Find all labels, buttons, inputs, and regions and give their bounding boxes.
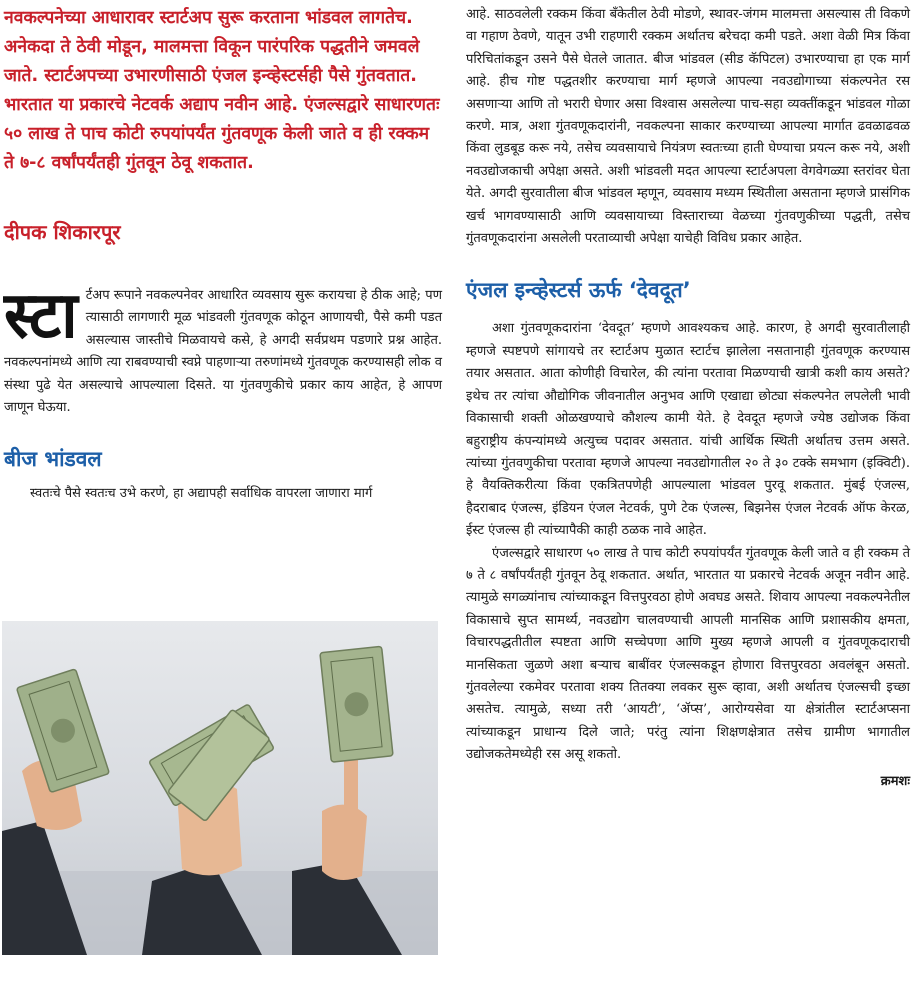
right-column — [466, 4, 910, 789]
section-heading-seed-capital: बीज भांडवल — [4, 447, 102, 472]
drop-cap: स्टा — [4, 278, 78, 353]
seed-capital-paragraph: स्वतःचे पैसे स्वतःच उभे करणे, हा अद्यापही सर्वाधिक वापरला जाणारा मार्ग — [30, 486, 373, 502]
author-byline: दीपक शिकारपूर — [4, 220, 121, 244]
section-heading-angel-investors: एंजल इन्व्हेस्टर्स ऊर्फ ‘देवदूत’ — [466, 278, 691, 303]
intro-paragraph: र्टअप रूपाने नवकल्पनेवर आधारित व्यवसाय सुरू करायचा हे ठीक आहे; पण त्यासाठी लागणारी मूळ भांडवली गुंतवणूक कोठून आणायची, पैसे कमी पडत असल्यास जास्तीचे मिळवायचे कसे, हे अगदी सर्वप्रथम पडणारे प्रश्न आहेत. नवकल्पनांमध्ये आणि त्या राबवण्याची स्वप्ने पाहणाऱ्या तरुणांमध्ये गुंतवणूक करण्यासही लोक व संस्था पुढे येत असल्याचे आपल्याला दिसते. या गुंतवणुकीचे प्रकार काय आहेत, हे आपण जाणून घेऊया. — [4, 288, 442, 416]
continued-marker: क्रमशः — [880, 773, 910, 789]
money-hands-photo — [2, 621, 438, 955]
angel-funding-paragraph: एंजल्सद्वारे साधारण ५० लाख ते पाच कोटी रुपयांपर्यंत गुंतवणूक केली जाते व ही रक्कम ते ७ ते ८ वर्षांपर्यंतही गुंतवून ठेवू शकतात. अर्थात, भारतात या प्रकारचे नेटवर्क अजून नवीन आहे. त्यामुळे सगळ्यांनाच त्यांच्याकडून वित्तपुरवठा होणे अवघड असते. शिवाय आपल्या नवकल्पनेतील विकासाचे सुप्त सामर्थ्य, नवउद्योग चालवण्याची आपली मानसिक आणि प्रशासकीय क्षमता, विचारपद्धतीतील स्पष्टता आणि सच्चेपणा आणि मुख्य म्हणजे आपली व गुंतवणूकदाराची मानसिकता जुळणे अशा बऱ्याच बाबींवर एंजल्सकडून होणारा वित्तपुरवठा अवलंबून असतो. गुंतवलेल्या रकमेवर परतावा शक्य तितक्या लवकर सुरू व्हावा, अशी अर्थातच एंजल्सची इच्छा असतेच. त्यामुळे, सध्या तरी ‘आयटी’, ‘ॲप्स’, आरोग्यसेवा या क्षेत्रांतील स्टार्टअप्सना त्यांच्याकडून प्राधान्य दिले जाते; परंतु त्यांना शिक्षणक्षेत्रात तसेच ग्रामीण भागातील उद्योजकतेमध्येही रस असू शकतो. — [466, 545, 910, 763]
intro-block — [4, 278, 442, 419]
left-column — [4, 4, 442, 506]
money-hands-illustration — [2, 621, 438, 955]
angel-investors-paragraph: अशा गुंतवणूकदारांना ‘देवदूत’ म्हणणे आवश्यकच आहे. कारण, हे अगदी सुरवातीलाही म्हणजे स्पष्टपणे सांगायचे तर स्टार्टअप मुळात स्टार्टच झालेला नसतानाही गुंतवणूक करण्यास तयार असतात. आता कोणीही विचारेल, की त्यांना परतावा मिळण्याची खात्री कशी काय असते? इथेच तर त्यांचा औद्योगिक जीवनातील अनुभव आणि एखाद्या छोट्या संकल्पनेत लपलेली भावी विकासाची शक्ती ओळखण्याचे कौशल्य कामी येते. हे देवदूत म्हणजे ज्येष्ठ उद्योजक किंवा बहुराष्ट्रीय कंपन्यांमध्ये अत्युच्च पदावर असतात. यांची आर्थिक स्थिती अर्थातच उत्तम असते. त्यांच्या गुंतवणुकीचा परतावा म्हणजे आपल्या नवउद्योगातील २० ते ३० टक्के समभाग (इक्विटी). हे वैयक्तिकरीत्या किंवा एकत्रितपणेही आपल्याला भांडवल पुरवू शकतात. मुंबई एंजल्स, हैदराबाद एंजल्स, इंडियन एंजल नेटवर्क, पुणे टेक एंजल्स, बिझनेस एंजल नेटवर्क ऑफ केरळ, ईस्ट एंजल्स ही त्यांच्यापैकी काही ठळक नावे आहेत. — [466, 321, 910, 539]
seed-capital-continued-paragraph: आहे. साठवलेली रक्कम किंवा बँकेतील ठेवी मोडणे, स्थावर-जंगम मालमत्ता असल्यास ती विकणे वा गहाण ठेवणे, यातून उभी राहणारी रक्कम अर्थातच बरेचदा कमी पडते. अशा वेळी मित्र किंवा परिचितांकडून उसने पैसे घेतले जातात. बीज भांडवल (सीड कॅपिटल) उभारण्याचा हा एक मार्ग आहे. हीच गोष्ट पद्धतशीर करण्याचा मार्ग म्हणजे आपल्या नवउद्योगाच्या संकल्पनेत रस असणाऱ्या आणि तो भरारी घेणार असा विश्वास असलेल्या पाच-सहा व्यक्तींकडून भांडवल गोळा करणे. मात्र, अशा गुंतवणूकदारांनी, नवकल्पना साकार करण्याच्या आपल्या मार्गात ढवळाढवळ किंवा लुडबूड करू नये, तसेच व्यवसायाचे नियंत्रण स्वतःच्या हाती घेण्याचा प्रयत्न करू नये, अशी नवउद्योजकाची अपेक्षा असते. अशी भांडवली मदत आपल्या स्टार्टअपला वेगवेगळ्या स्तरांवर घेता येते. अगदी सुरवातीला बीज भांडवल म्हणून, व्यवसाय मध्यम स्थितीला असताना म्हणजे प्रासंगिक खर्च भागवण्यासाठी आणि व्यवसायाच्या विस्ताराच्या वेळच्या गुंतवणुकीच्या पद्धती, तसेच गुंतवणूकदारांना असलेली परताव्याची अपेक्षा याचेही विविध प्रकार आहेत. — [466, 7, 910, 247]
lead-paragraph: नवकल्पनेच्या आधारावर स्टार्टअप सुरू करताना भांडवल लागतेच. अनेकदा ते ठेवी मोडून, मालमत्ता विकून पारंपरिक पद्धतीने जमवले जाते. स्टार्टअपच्या उभारणीसाठी एंजल इन्व्हेस्टर्सही पैसे गुंतवतात. भारतात या प्रकारचे नेटवर्क अद्याप नवीन आहे. एंजल्सद्वारे साधारणतः ५० लाख ते पाच कोटी रुपयांपर्यंत गुंतवणूक केली जाते व ही रक्कम ते ७-८ वर्षांपर्यंतही गुंतवून ठेवू शकतात. — [4, 8, 440, 173]
